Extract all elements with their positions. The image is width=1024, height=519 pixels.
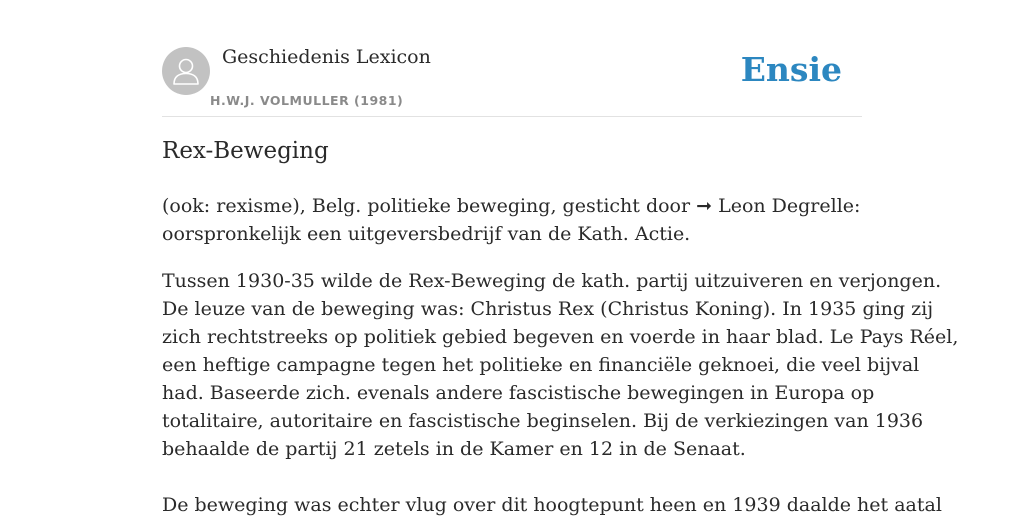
leon-degrelle-link[interactable]: Leon Degrelle <box>718 195 855 217</box>
paragraph-line: had. Baseerde zich. evenals andere fascistische bewegingen in Europa op <box>162 382 875 404</box>
paragraph-line: Tussen 1930-35 wilde de Rex-Beweging de kath. partij uitzuiveren en verjongen. <box>162 270 942 292</box>
user-icon[interactable] <box>162 47 210 95</box>
paragraph-history <box>162 267 959 463</box>
text-segment: (ook: rexisme), Belg. politieke beweging, gesticht door <box>162 195 697 217</box>
paragraph-line: oorspronkelijk een uitgeversbedrijf van de Kath. Actie. <box>162 223 691 245</box>
source-header <box>162 44 862 117</box>
source-title[interactable]: Geschiedenis Lexicon <box>222 46 431 68</box>
brand-logo-link[interactable]: Ensie <box>740 50 842 89</box>
paragraph-line: zich rechtstreeks op politiek gebied begeven en voerde in haar blad. Le Pays Réel, <box>162 326 959 348</box>
paragraph-decline <box>162 491 942 519</box>
paragraph-line: een heftige campagne tegen het politieke en financiële geknoei, die veel bijval <box>162 354 920 376</box>
source-author[interactable]: H.W.J. VOLMULLER (1981) <box>210 93 404 108</box>
paragraph-intro <box>162 192 867 248</box>
paragraph-line: De leuze van de beweging was: Christus Rex (Christus Koning). In 1935 ging zij <box>162 298 934 320</box>
article-title: Rex-Beweging <box>162 138 329 164</box>
paragraph-line: behaalde de partij 21 zetels in de Kamer en 12 in de Senaat. <box>162 438 746 460</box>
article-body <box>162 192 959 519</box>
paragraph-line <box>162 192 867 220</box>
paragraph-line: De beweging was echter vlug over dit hoogtepunt heen en 1939 daalde het aatal <box>162 494 942 516</box>
link-arrow-icon: ➞ <box>696 195 713 217</box>
paragraph-line: totalitaire, autoritaire en fascistische beginselen. Bij de verkiezingen van 1936 <box>162 410 924 432</box>
text-segment: : <box>854 195 861 217</box>
